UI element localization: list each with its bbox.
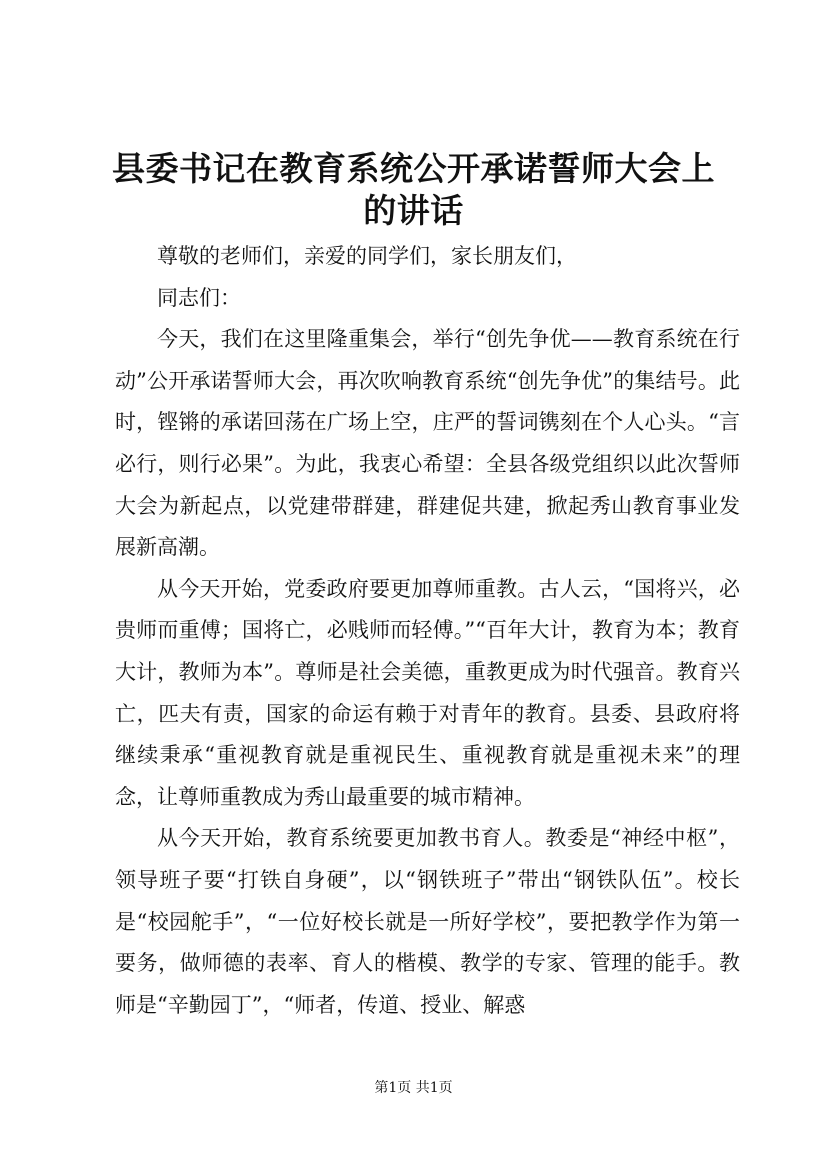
paragraph-opening: 今天，我们在这里隆重集会，举行“创先争优——教育系统在行动”公开承诺誓师大会，再次吹响教育系统“创先争优”的集结号。此时，铿锵的承诺回荡在广场上空，庄严的誓词镌刻在个人心头。“言必行，则行必果”。为此，我衷心希望：全县各级党组织以此次誓师大会为新起点，以党建带群建，群建促共建，掀起秀山教育事业发展新高潮。 <box>115 327 740 560</box>
document-title: 县委书记在教育系统公开承诺誓师大会上的讲话 <box>112 149 715 230</box>
document-body <box>115 236 740 1026</box>
paragraph-education-system: 从今天开始，教育系统要更加教书育人。教委是“神经中枢”，领导班子要“打铁自身硬”，以“钢铁班子”带出“钢铁队伍”。校长是“校园舵手”，“一位好校长就是一所好学校”，要把教学作为第一要务，做师德的表率、育人的楷模、教学的专家、管理的能手。教师是“辛勤园丁”，“师者，传道、授业、解惑 <box>115 826 740 1017</box>
page-number-footer: 第1页 共1页 <box>374 1080 453 1096</box>
paragraph-salutation-comrades: 同志们： <box>157 285 241 310</box>
paragraph-respect-teachers: 从今天开始，党委政府要更加尊师重教。古人云，“国将兴，必贵师而重傅；国将亡，必贱师而轻傅。”“百年大计，教育为本；教育大计，教师为本”。尊师是社会美德，重教更成为时代强音。教育兴亡，匹夫有责，国家的命运有赖于对青年的教育。县委、县政府将继续秉承“重视教育就是重视民生、重视教育就是重视未来”的理念，让尊师重教成为秀山最重要的城市精神。 <box>115 576 740 809</box>
paragraph-salutation: 尊敬的老师们，亲爱的同学们，家长朋友们， <box>157 244 577 268</box>
